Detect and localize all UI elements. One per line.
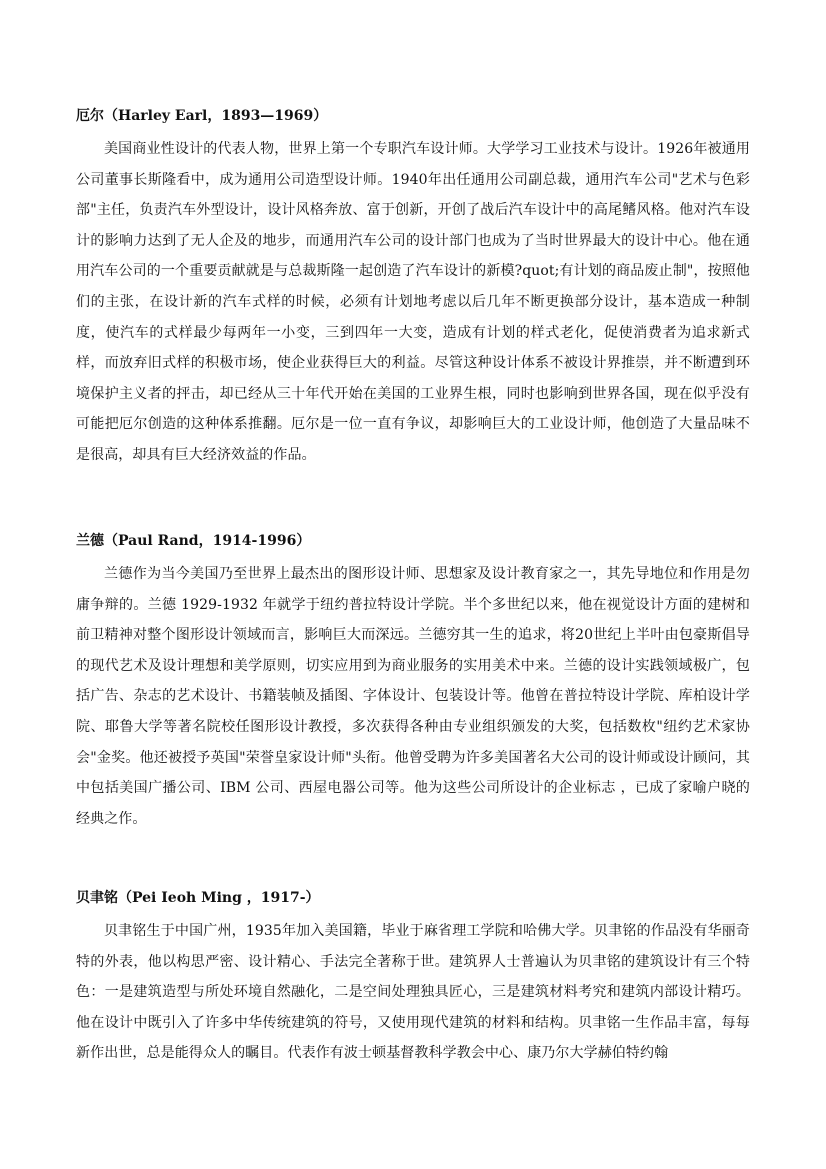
section-pei-ieoh-ming <box>76 888 750 1069</box>
section-paul-rand <box>76 531 750 834</box>
section-heading: 厄尔（Harley Earl，1893—1969） <box>76 108 328 124</box>
section-heading: 兰德（Paul Rand，1914-1996） <box>76 533 311 549</box>
section-body: 美国商业性设计的代表人物，世界上第一个专职汽车设计师。大学学习工业技术与设计。1926年被通用公司董事长斯隆看中，成为通用公司造型设计师。1940年出任通用公司副总裁，通用汽车公司"艺术与色彩部"主任，负责汽车外型设计，设计风格奔放、富于创新，开创了战后汽车设计中的高尾鳍风格。他对汽车设计的影响力达到了无人企及的地步，而通用汽车公司的设计部门也成为了当时世界最大的设计中心。他在通用汽车公司的一个重要贡献就是与总裁斯隆一起创造了汽车设计的新模?quot;有计划的商品废止制"，按照他们的主张，在设计新的汽车式样的时候，必须有计划地考虑以后几年不断更换部分设计，基本造成一种制度，使汽车的式样最少每两年一小变，三到四年一大变，造成有计划的样式老化，促使消费者为追求新式样，而放弃旧式样的积极市场，使企业获得巨大的利益。尽管这种设计体系不被设计界推崇，并不断遭到环境保护主义者的抨击，却已经从三十年代开始在美国的工业界生根，同时也影响到世界各国，现在似乎没有可能把厄尔创造的这种体系推翻。厄尔是一位一直有争议，却影响巨大的工业设计师，他创造了大量品味不是很高，却具有巨大经济效益的作品。 <box>76 141 750 463</box>
section-heading: 贝聿铭（Pei Ieoh Ming ，1917-） <box>76 890 320 906</box>
section-harley-earl <box>76 106 750 471</box>
section-body: 贝聿铭生于中国广州，1935年加入美国籍，毕业于麻省理工学院和哈佛大学。贝聿铭的作品没有华丽奇特的外表，他以构思严密、设计精心、手法完全著称于世。建筑界人士普遍认为贝聿铭的建筑设计有三个特色：一是建筑造型与所处环境自然融化，二是空间处理独具匠心，三是建筑材料考究和建筑内部设计精巧。他在设计中既引入了许多中华传统建筑的符号，又使用现代建筑的材料和结构。贝聿铭一生作品丰富，每每新作出世，总是能得众人的瞩目。代表作有波士顿基督教科学教会中心、康乃尔大学赫伯特约翰 <box>76 923 750 1062</box>
section-body: 兰德作为当今美国乃至世界上最杰出的图形设计师、思想家及设计教育家之一，其先导地位和作用是勿庸争辩的。兰德 1929-1932 年就学于纽约普拉特设计学院。半个多世纪以来，他在视觉设计方面的建树和前卫精神对整个图形设计领域而言，影响巨大而深远。兰德穷其一生的追求，将20世纪上半叶由包豪斯倡导的现代艺术及设计理想和美学原则，切实应用到为商业服务的实用美术中来。兰德的设计实践领域极广，包括广告、杂志的艺术设计、书籍装帧及插图、字体设计、包装设计等。他曾在普拉特设计学院、库柏设计学院、耶鲁大学等著名院校任图形设计教授，多次获得各种由专业组织颁发的大奖，包括数枚"纽约艺术家协会"金奖。他还被授予英国"荣誉皇家设计师"头衔。他曾受聘为许多美国著名大公司的设计师或设计顾问，其中包括美国广播公司、IBM 公司、西屋电器公司等。他为这些公司所设计的企业标志 ，已成了家喻户晓的经典之作。 <box>76 566 750 827</box>
